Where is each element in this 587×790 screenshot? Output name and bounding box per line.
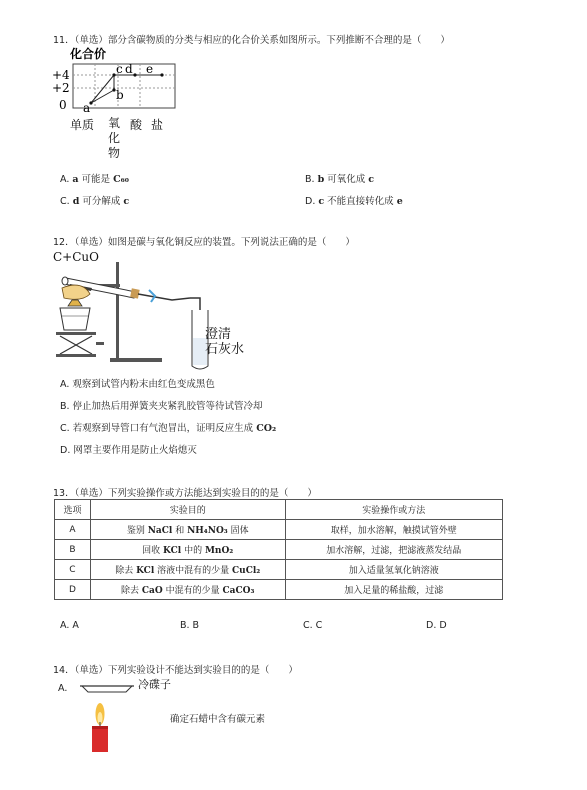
q12-option-c[interactable]: C. 若观察到导管口有气泡冒出，证明反应生成 CO₂ [60,423,277,434]
q11-point [133,73,136,76]
table-cell-purpose: 除去 KCl 溶液中混有的少量 CuCl₂ [90,560,285,580]
q13-option-c[interactable]: C. C [303,620,323,631]
table-row [55,520,503,540]
q12-option-d[interactable]: D. 网罩主要作用是防止火焰熄灭 [60,445,197,456]
q11-point [160,73,163,76]
cold-dish [82,686,132,692]
table-row [55,560,503,580]
q11-ytick: +2 [52,81,70,95]
q11-point-label: b [116,88,124,102]
q11-figure [50,44,200,168]
q11-xtick: 氧化物 [108,116,121,160]
q11-option-d[interactable]: D. c 不能直接转化成 e [305,196,403,207]
table-header-row [55,500,503,520]
q11-option-c[interactable]: C. d 可分解成 c [60,196,130,207]
q11-point-label: a [83,101,91,115]
table-header: 实验操作或方法 [285,500,502,520]
candle-icon [92,726,108,752]
q11-title: 11．（单选）部分含碳物质的分类与相应的化合价关系如图所示。下列推断不合理的是（ ） [53,35,450,46]
table-cell-method: 取样，加水溶解，触摸试管外壁 [285,520,502,540]
q11-option-a[interactable]: A. a 可能是 C₆₀ [60,174,129,185]
q11-point-label: c [116,62,123,76]
table-cell-method: 加入足量的稀盐酸，过滤 [285,580,502,600]
q14-dish-label: 冷碟子 [138,678,171,691]
q11-ytick: 0 [59,98,67,112]
q11-option-b[interactable]: B. b 可氧化成 c [305,174,375,185]
table-cell-option: A [55,520,91,540]
q11-xtick: 酸 [130,118,143,132]
stand-rod [116,262,119,359]
q14-option-a-desc: 确定石蜡中含有碳元素 [170,714,266,725]
table-cell-purpose: 回收 KCl 中的 MnO₂ [90,540,285,560]
q11-ylabel: 化合价 [70,47,107,61]
table-cell-purpose: 除去 CaO 中混有的少量 CaCO₃ [90,580,285,600]
q14-option-a-label[interactable]: A. [58,683,68,694]
table-cell-option: D [55,580,91,600]
q12-option-a[interactable]: A. 观察到试管内粉末由红色变成黑色 [60,379,215,390]
q12-title: 12．（单选）如图是碳与氧化铜反应的装置。下列说法正确的是（ ） [53,237,355,248]
q13-option-a[interactable]: A. A [60,620,79,631]
table-cell-purpose: 鉴别 NaCl 和 NH₄NO₃ 固体 [90,520,285,540]
table-cell-method: 加水溶解，过滤，把滤液蒸发结晶 [285,540,502,560]
q13-table [54,499,503,600]
q13-option-d[interactable]: D. D [426,620,447,631]
q12-option-b[interactable]: B. 停止加热后用弹簧夹夹紧乳胶管等待试管冷却 [60,401,263,412]
table-row [55,540,503,560]
q13-title: 13．（单选）下列实验操作或方法能达到实验目的的是（ ） [53,488,317,499]
table-cell-option: C [55,560,91,580]
q11-xtick: 盐 [151,118,164,132]
table-header: 选项 [55,500,91,520]
table-cell-method: 加入适量氢氧化钠溶液 [285,560,502,580]
table-row [55,580,503,600]
q11-point-label: d [125,62,133,76]
table-header: 实验目的 [90,500,285,520]
q11-xtick: 单质 [70,118,95,132]
q14-title: 14．（单选）下列实验设计不能达到实验目的的是（ ） [53,665,298,676]
q12-reactant-label: C+CuO [53,250,99,264]
q12-solution-label: 澄清 石灰水 [205,327,245,357]
q11-ytick: +4 [52,68,70,82]
q11-point-label: e [146,62,154,76]
table-cell-option: B [55,540,91,560]
q13-option-b[interactable]: B. B [180,620,200,631]
